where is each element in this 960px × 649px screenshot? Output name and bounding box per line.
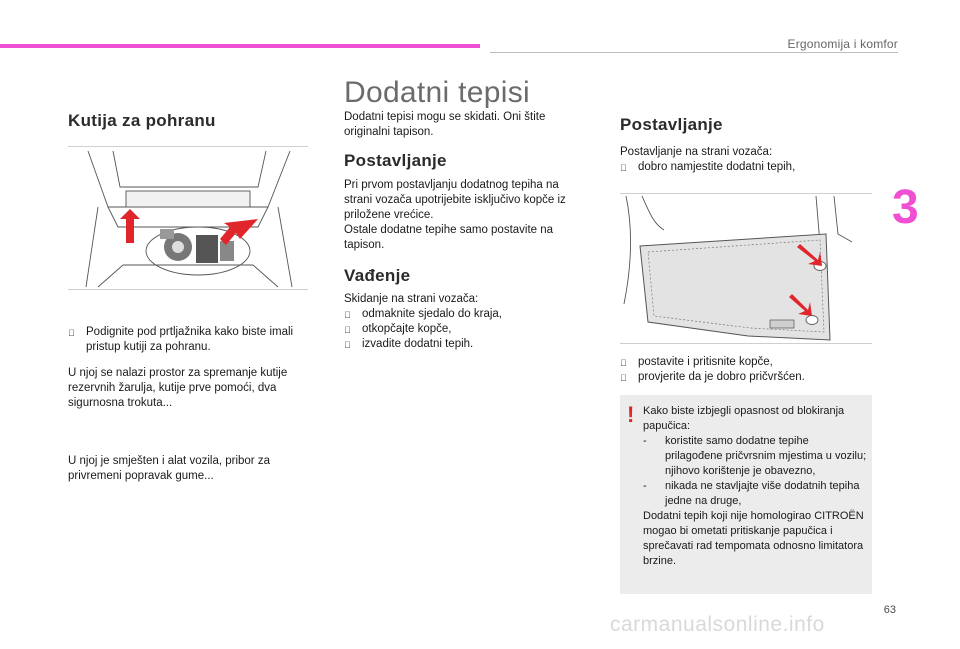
remove-heading: Vađenje (344, 266, 411, 285)
section-title-storage: Kutija za pohranu (68, 111, 216, 130)
section-title-floor-mats: Dodatni tepisi (344, 76, 530, 109)
bullet-marker-icon (620, 355, 638, 371)
bullet-marker-icon (344, 307, 362, 323)
bullet-marker-icon (344, 337, 362, 353)
install-text: Pri prvom postavljanju dodatnog tepiha na strani vozača upotrijebite isključivo kopče iz priložene vrećice. Ostale dodatne tepihe samo postavite na tapison. (344, 179, 566, 251)
remove-step (344, 322, 580, 338)
remove-step-text: izvadite dodatni tepih. (362, 338, 474, 350)
header-divider (490, 52, 898, 53)
chapter-title: Ergonomija i komfor (787, 37, 898, 51)
right-install-step (620, 355, 872, 371)
install-heading: Postavljanje (344, 151, 447, 170)
right-install-step (620, 160, 872, 176)
right-install-step-text: dobro namjestite dodatni tepih, (638, 161, 796, 173)
warning-dash: - (643, 480, 647, 492)
accent-bar (0, 44, 480, 48)
storage-bullet (68, 325, 308, 355)
right-install-heading: Postavljanje (620, 115, 723, 134)
storage-paragraph-2: U njoj je smješten i alat vozila, pribor za privremeni popravak gume... (68, 455, 270, 482)
bullet-marker-icon (620, 160, 638, 176)
right-install-step-text: postavite i pritisnite kopče, (638, 356, 773, 368)
remove-step-text: otkopčajte kopče, (362, 323, 452, 335)
right-install-step (620, 370, 872, 386)
warning-item-text: koristite samo dodatne tepihe prilagođene pričvrsnim mjestima u vozilu; njihovo korištenje je obavezno, (665, 435, 867, 477)
bullet-marker-icon (620, 370, 638, 386)
floor-mat-illustration (620, 193, 872, 344)
warning-icon: ! (627, 402, 635, 427)
warning-dash: - (643, 435, 647, 447)
watermark: carmanualsonline.info (610, 613, 825, 636)
bullet-marker-icon (68, 325, 86, 355)
warning-item (643, 434, 869, 479)
remove-step (344, 337, 580, 353)
floor-mats-intro: Dodatni tepisi mogu se skidati. Oni štite originalni tapison. (344, 111, 546, 138)
storage-bullet-text: Podignite pod prtljažnika kako biste imali pristup kutiji za pohranu. (86, 326, 294, 353)
page-number: 63 (883, 604, 896, 616)
remove-intro: Skidanje na strani vozača: (344, 293, 479, 305)
remove-step (344, 307, 580, 323)
warning-item (643, 479, 869, 509)
warning-outro: Dodatni tepih koji nije homologirao CITROËN mogao bi ometati pritiskanje papučica i sprečavati rad tempomata odnosno limitatora brzine. (643, 510, 864, 567)
warning-content (643, 404, 869, 569)
remove-step-text: odmaknite sjedalo do kraja, (362, 308, 502, 320)
storage-paragraph-1: U njoj se nalazi prostor za spremanje kutije rezervnih žarulja, kutije prve pomoći, dva sigurnosna trokuta... (68, 367, 288, 409)
warning-intro: Kako biste izbjegli opasnost od blokiranja papučica: (643, 405, 845, 432)
warning-item-text: nikada ne stavljajte više dodatnih tepiha jedne na druge, (665, 480, 860, 507)
bullet-marker-icon (344, 322, 362, 338)
right-install-intro: Postavljanje na strani vozača: (620, 146, 773, 158)
trunk-storage-illustration (68, 146, 308, 290)
chapter-number: 3 (892, 181, 919, 234)
right-install-step-text: provjerite da je dobro pričvršćen. (638, 371, 805, 383)
